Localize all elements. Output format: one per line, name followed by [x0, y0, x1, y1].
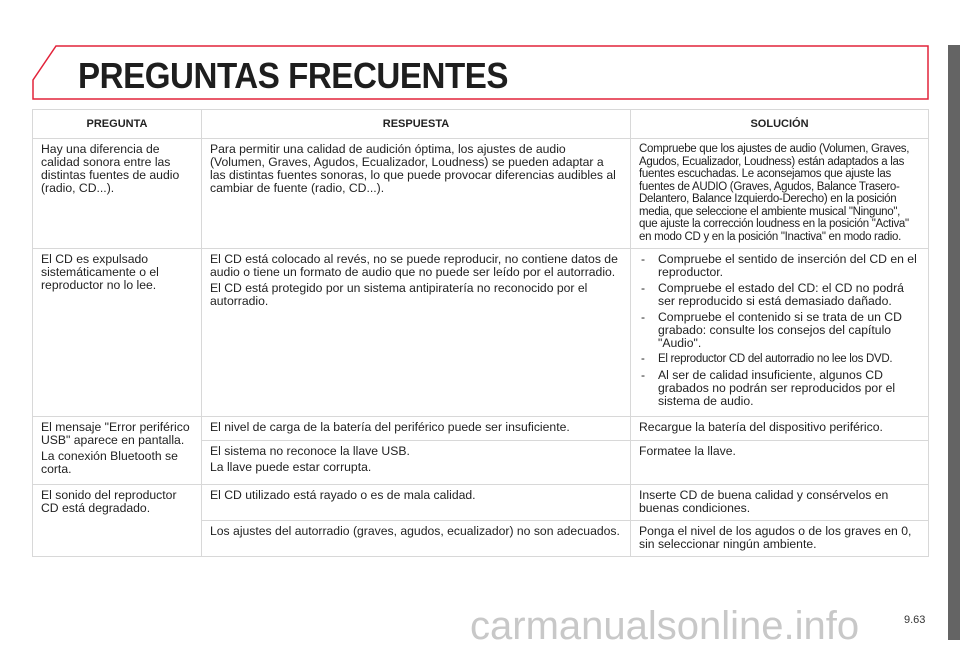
solution-item: - El reproductor CD del autorradio no lee los DVD.	[639, 353, 920, 366]
solution-cell: Recargue la batería del dispositivo periférico.	[631, 416, 929, 440]
table-row	[33, 249, 929, 417]
solution-cell	[631, 249, 929, 417]
table-header	[33, 110, 929, 139]
answer-cell	[202, 440, 631, 484]
question-cell: El sonido del reproductor CD está degradado.	[33, 484, 202, 556]
header-solucion: SOLUCIÓN	[631, 110, 929, 139]
answer-cell: El CD utilizado está rayado o es de mala calidad.	[202, 484, 631, 520]
question-cell	[33, 416, 202, 484]
answer-paragraph: El sistema no reconoce la llave USB.	[210, 443, 410, 458]
answer-cell	[202, 249, 631, 417]
solution-item: - Compruebe el contenido si se trata de un CD grabado: consulte los consejos del capítulo "Audio".	[639, 311, 920, 350]
solution-cell: Formatee la llave.	[631, 440, 929, 484]
answer-cell: Para permitir una calidad de audición óptima, los ajustes de audio (Volumen, Graves, Agudos, Ecualizador, Loudness) se pueden adaptar a las distintas fuentes sonoras, lo que puede provocar diferencias audibles al cambiar de fuente (radio, CD...).	[202, 139, 631, 249]
header-respuesta: RESPUESTA	[202, 110, 631, 139]
question-paragraph: El mensaje "Error periférico USB" aparece en pantalla.	[41, 419, 190, 447]
side-tab-bar	[948, 45, 960, 640]
solution-cell: Compruebe que los ajustes de audio (Volumen, Graves, Agudos, Ecualizador, Loudness) están adaptados a las fuentes escuchadas. Le aconsejamos que ajuste las fuentes de AUDIO (Graves, Agudos, Balance Trasero-Delantero, Balance Izquierdo-Derecho) en la posición media, que seleccione el ambiente musical "Ninguno", que ajuste la corrección loudness en la posición "Activa" en modo CD y en la posición "Inactiva" en modo radio.	[631, 139, 929, 249]
page-title: PREGUNTAS FRECUENTES	[78, 55, 508, 96]
solution-cell: Ponga el nivel de los agudos o de los graves en 0, sin seleccionar ningún ambiente.	[631, 520, 929, 556]
answer-paragraph: La llave puede estar corrupta.	[210, 459, 372, 474]
question-cell: El CD es expulsado sistemáticamente o el reproductor no lo lee.	[33, 249, 202, 417]
table-row	[33, 139, 929, 249]
answer-paragraph: El CD está protegido por un sistema antipiratería no reconocido por el autorradio.	[210, 281, 588, 308]
answer-cell: Los ajustes del autorradio (graves, agudos, ecualizador) no son adecuados.	[202, 520, 631, 556]
question-cell: Hay una diferencia de calidad sonora entre las distintas fuentes de audio (radio, CD...).	[33, 139, 202, 249]
header-pregunta: PREGUNTA	[33, 110, 202, 139]
question-paragraph: La conexión Bluetooth se corta.	[41, 448, 178, 476]
solution-item: - Compruebe el estado del CD: el CD no podrá ser reproducido si está demasiado dañado.	[639, 282, 920, 308]
table-row	[33, 416, 929, 440]
page-number: 9.63	[904, 614, 926, 626]
watermark: carmanualsonline.info	[470, 604, 860, 648]
answer-cell: El nivel de carga de la batería del periférico puede ser insuficiente.	[202, 416, 631, 440]
table-row	[33, 484, 929, 520]
solution-cell: Inserte CD de buena calidad y consérvelos en buenas condiciones.	[631, 484, 929, 520]
answer-paragraph: El CD está colocado al revés, no se puede reproducir, no contiene datos de audio o tiene un formato de audio que no puede ser leído por el autorradio.	[210, 252, 618, 279]
solution-item: - Compruebe el sentido de inserción del CD en el reproductor.	[639, 253, 920, 279]
solution-item: - Al ser de calidad insuficiente, algunos CD grabados no podrán ser reproducidos por el sistema de audio.	[639, 369, 920, 408]
faq-table	[32, 109, 929, 557]
